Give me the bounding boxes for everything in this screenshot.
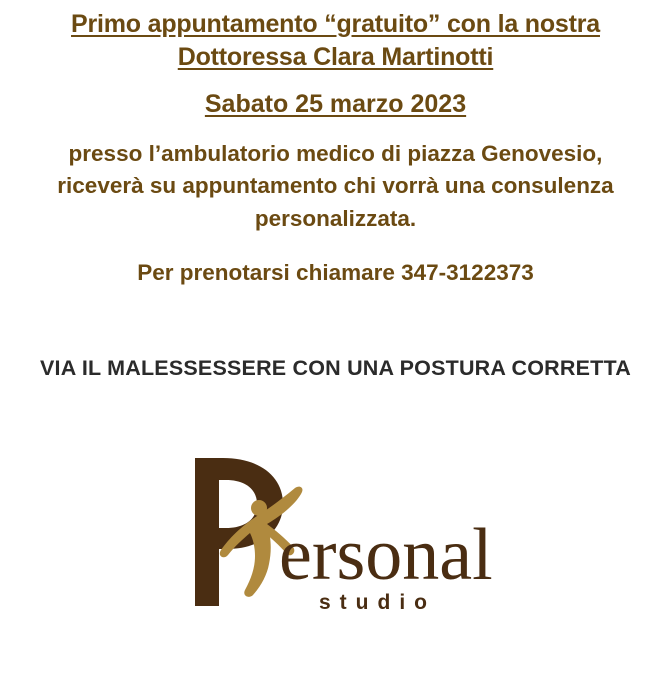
date-line: Sabato 25 marzo 2023 xyxy=(204,90,467,118)
logo-subtitle: studio xyxy=(318,591,436,615)
slogan: VIA IL MALESSESSERE CON UNA POSTURA CORRETTA xyxy=(40,355,631,380)
personal-studio-logo xyxy=(171,446,501,616)
body-paragraph: presso l’ambulatorio medico di piazza Genovesio, riceverà su appuntamento chi vorrà una consulenza personalizzata. xyxy=(57,140,614,231)
logo-wordmark: ersonal xyxy=(278,514,493,597)
headline xyxy=(10,8,661,74)
headline-line-2: Dottoressa Clara Martinotti xyxy=(177,43,494,71)
headline-line-1: Primo appuntamento “gratuito” con la nostra xyxy=(71,10,600,38)
phone-line: Per prenotarsi chiamare 347-3122373 xyxy=(137,260,534,286)
